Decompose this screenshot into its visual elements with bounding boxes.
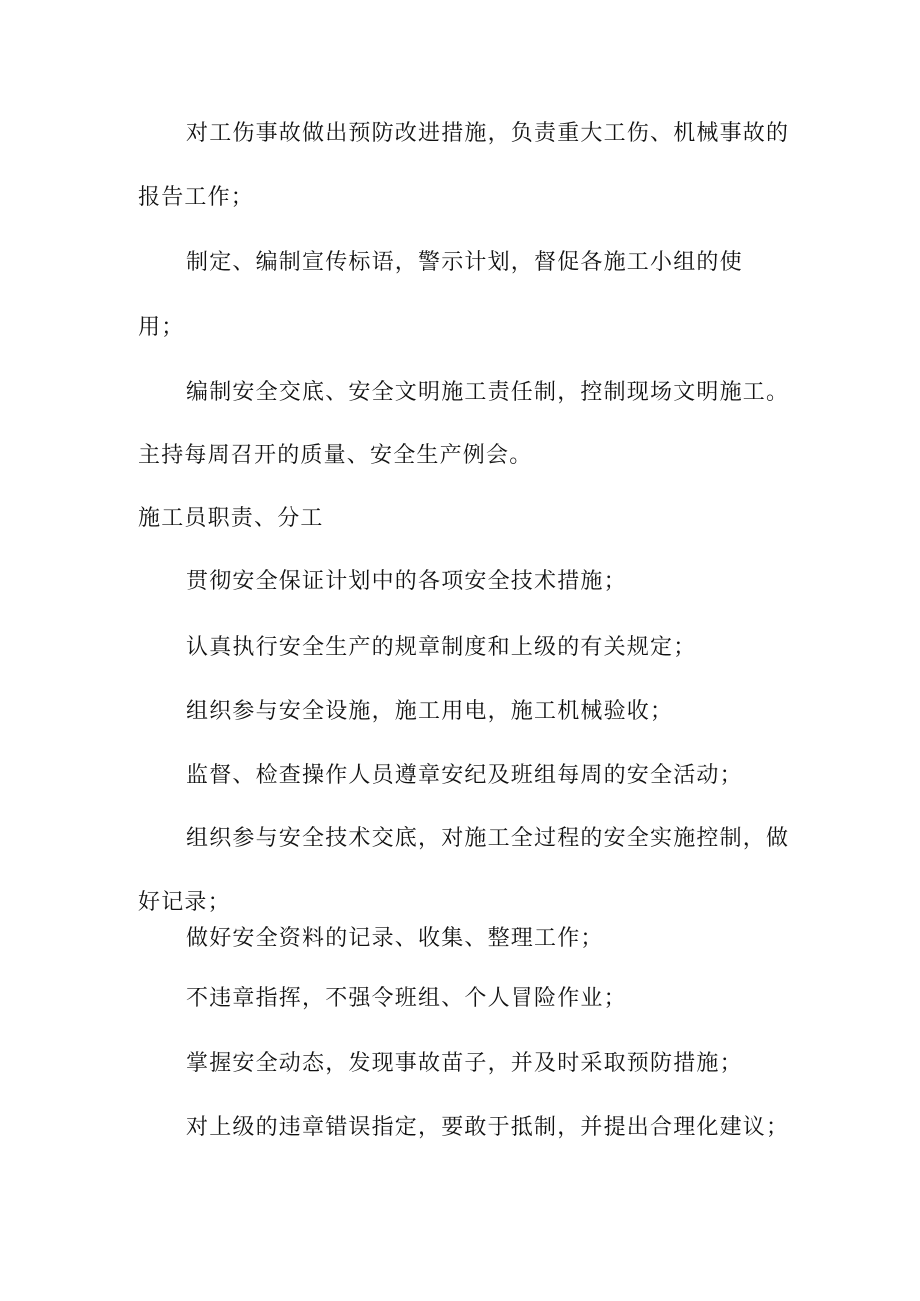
text-line: 主持每周召开的质量、安全生产例会。 (138, 443, 533, 468)
text-line: 贯彻安全保证计划中的各项安全技术措施； (186, 569, 627, 594)
text-line: 对工伤事故做出预防改进措施，负责重大工伤、机械事故的 (186, 121, 790, 146)
text-line: 组织参与安全技术交底，对施工全过程的安全实施控制，做 (186, 826, 790, 851)
text-line: 掌握安全动态，发现事故苗子，并及时采取预防措施； (186, 1051, 743, 1076)
text-line: 制定、编制宣传标语，警示计划，督促各施工小组的使 (186, 250, 743, 275)
text-line: 不违章指挥，不强令班组、个人冒险作业； (186, 986, 627, 1011)
section-heading: 施工员职责、分工 (138, 506, 324, 531)
text-line: 监督、检查操作人员遵章安纪及班组每周的安全活动； (186, 763, 743, 788)
text-line: 做好安全资料的记录、收集、整理工作； (186, 926, 604, 951)
text-line: 组织参与安全设施，施工用电，施工机械验收； (186, 699, 674, 724)
text-line: 对上级的违章错误指定，要敢于抵制，并提出合理化建议； (186, 1115, 790, 1140)
text-line: 用； (138, 315, 185, 340)
text-line: 认真执行安全生产的规章制度和上级的有关规定； (186, 635, 697, 660)
text-line: 好记录； (138, 890, 231, 915)
text-line: 编制安全交底、安全文明施工责任制，控制现场文明施工。 (186, 380, 790, 405)
text-line: 报告工作； (138, 185, 255, 210)
